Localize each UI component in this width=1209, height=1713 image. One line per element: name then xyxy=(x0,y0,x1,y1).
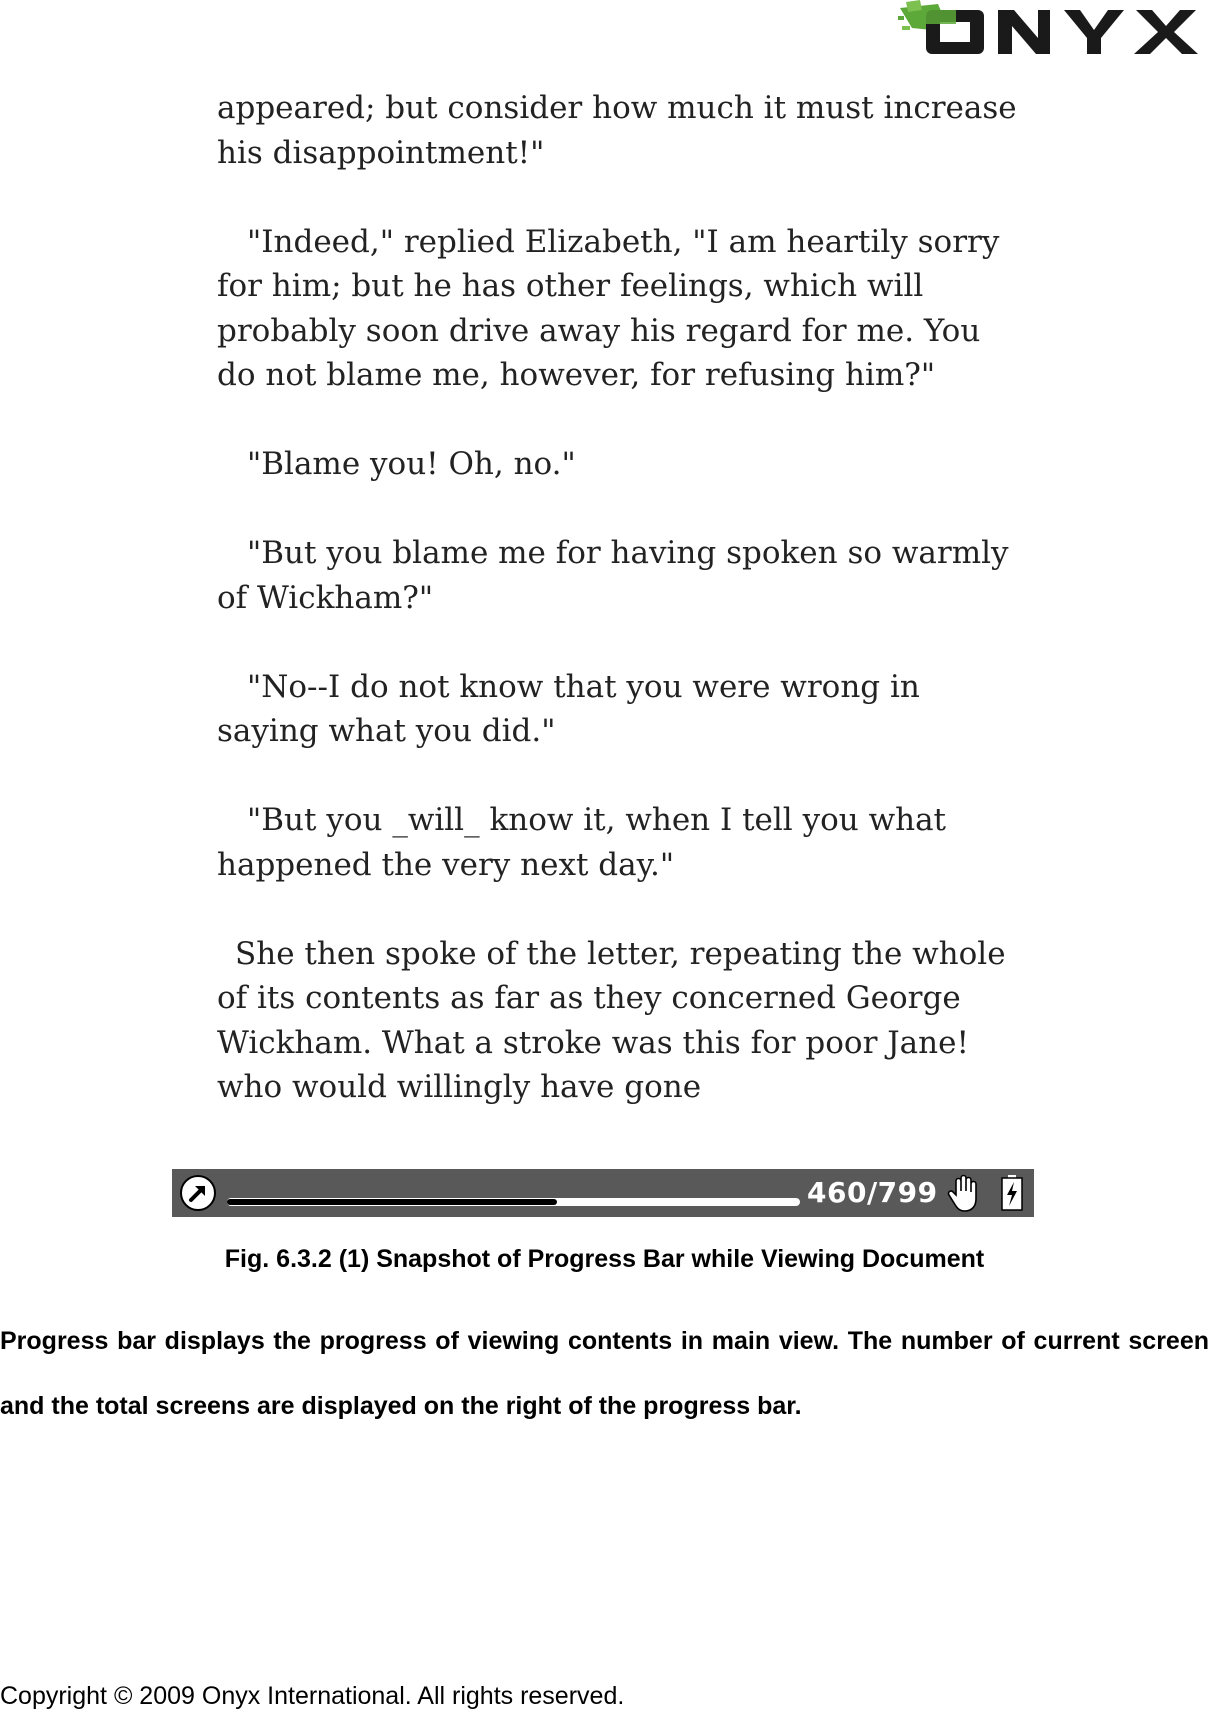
progress-fill xyxy=(227,1199,557,1205)
reader-paragraph: "Blame you! Oh, no." xyxy=(247,446,576,482)
progress-bar-strip xyxy=(172,1169,1034,1217)
reader-paragraph: "But you blame me for having spoken so warmly of Wickham?" xyxy=(217,535,1009,616)
goto-page-button[interactable] xyxy=(180,1175,216,1211)
hand-icon[interactable] xyxy=(946,1173,984,1213)
reader-page-text xyxy=(217,86,1017,1110)
reader-paragraph: "But you _will_ know it, when I tell you what happened the very next day." xyxy=(217,802,947,883)
progress-track[interactable] xyxy=(227,1198,800,1206)
reader-paragraph: "No--I do not know that you were wrong in saying what you did." xyxy=(217,668,920,749)
page-counter: 460/799 xyxy=(807,1176,938,1209)
copyright-footer: Copyright © 2009 Onyx International. All rights reserved. xyxy=(0,1682,625,1710)
description-paragraph: Progress bar displays the progress of viewing contents in main view. The number of current screen and the total screens are displayed on the right of the progress bar. xyxy=(0,1327,1209,1420)
figure-caption: Fig. 6.3.2 (1) Snapshot of Progress Bar while Viewing Document xyxy=(224,1245,985,1273)
reader-view xyxy=(172,64,1034,1167)
arrow-up-right-icon xyxy=(187,1182,209,1204)
reader-paragraph: appeared; but consider how much it must increase his disappointment!" xyxy=(217,90,1017,171)
onyx-logo xyxy=(898,0,1209,62)
reader-paragraph: "Indeed," replied Elizabeth, "I am heartily sorry for him; but he has other feelings, which will probably soon drive away his regard for me. You do not blame me, however, for refusing him?" xyxy=(217,223,1000,393)
battery-icon xyxy=(1000,1174,1024,1212)
reader-paragraph: She then spoke of the letter, repeating the whole of its contents as far as they concerned George Wickham. What a stroke was this for poor Jane! who would willingly have gone xyxy=(217,935,1006,1105)
